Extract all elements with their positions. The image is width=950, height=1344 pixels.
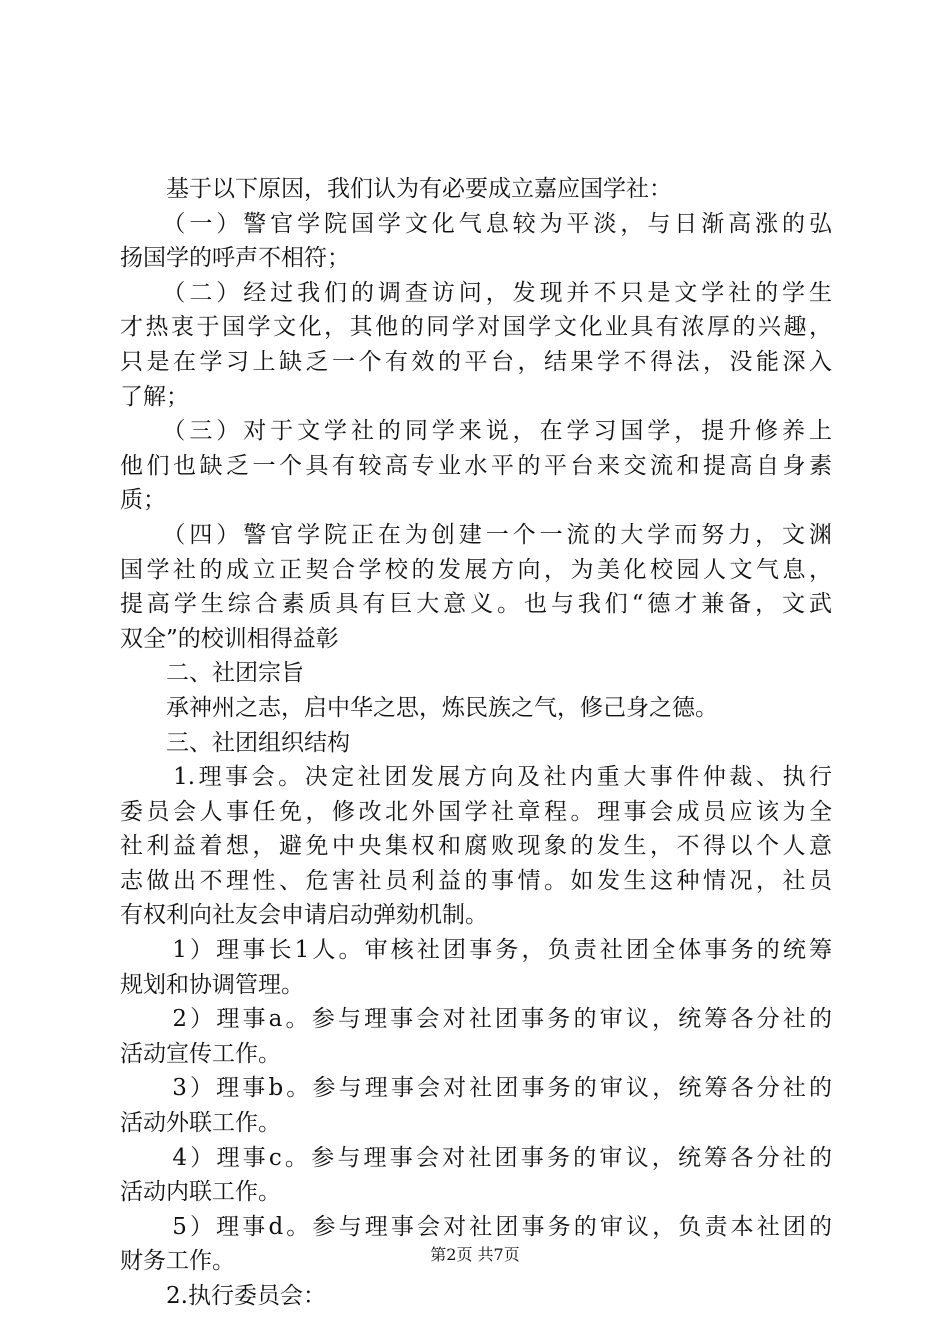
text-line: 二、社团宗旨 xyxy=(120,660,304,687)
text-line: 扬国学的呼声不相符； xyxy=(120,245,350,272)
text-line: 双全”的校训相得益彰 xyxy=(120,625,339,652)
text-line: 志做出不理性、危害社员利益的事情。如发生这种情况，社员 xyxy=(120,867,832,894)
text-line: 他们也缺乏一个具有较高专业水平的平台来交流和提高自身素 xyxy=(120,452,832,479)
text-line: 基于以下原因，我们认为有必要成立嘉应国学社： xyxy=(120,176,672,202)
body-text xyxy=(120,172,832,1314)
text-line: 规划和协调管理。 xyxy=(120,971,304,998)
text-line: （四）警官学院正在为创建一个一流的大学而努力，文渊 xyxy=(120,521,832,548)
text-line: （三）对于文学社的同学来说，在学习国学，提升修养上 xyxy=(120,418,832,445)
text-line: 只是在学习上缺乏一个有效的平台，结果学不得法，没能深入 xyxy=(120,348,832,375)
text-line: 5）理事d。参与理事会对社团事务的审议，负责本社团的 xyxy=(120,1213,832,1240)
text-line: 2）理事a。参与理事会对社团事务的审议，统筹各分社的 xyxy=(120,1006,832,1033)
text-line: 委员会人事任免，修改北外国学社章程。理事会成员应该为全 xyxy=(120,798,832,825)
text-line: 财务工作。 xyxy=(120,1248,235,1275)
text-line: （一）警官学院国学文化气息较为平淡，与日渐高涨的弘 xyxy=(120,210,832,237)
text-line: 质； xyxy=(120,487,166,514)
text-line: 活动宣传工作。 xyxy=(120,1040,281,1067)
text-line: 活动内联工作。 xyxy=(120,1179,281,1206)
page-footer: 第2页 共7页 xyxy=(430,1245,520,1264)
text-line: 社利益着想，避免中央集权和腐败现象的发生，不得以个人意 xyxy=(120,833,832,860)
text-line: 国学社的成立正契合学校的发展方向，为美化校园人文气息， xyxy=(120,556,832,583)
text-line: 提高学生综合素质具有巨大意义。也与我们“德才兼备，文武 xyxy=(120,591,832,618)
text-line: 才热衷于国学文化，其他的同学对国学文化业具有浓厚的兴趣， xyxy=(120,314,832,341)
text-line: 1.理事会。决定社团发展方向及社内重大事件仲裁、执行 xyxy=(120,764,832,791)
text-line: 有权利向社友会申请启动弹劾机制。 xyxy=(120,902,488,929)
text-line: 3）理事b。参与理事会对社团事务的审议，统筹各分社的 xyxy=(120,1075,832,1102)
text-line: （二）经过我们的调查访问，发现并不只是文学社的学生 xyxy=(120,279,832,306)
text-line: 承神州之志，启中华之思，炼民族之气，修己身之德。 xyxy=(120,694,718,721)
text-line: 4）理事c。参与理事会对社团事务的审议，统筹各分社的 xyxy=(120,1144,832,1171)
text-line: 1）理事长1人。审核社团事务，负责社团全体事务的统筹 xyxy=(120,937,832,964)
text-line: 三、社团组织结构 xyxy=(120,729,350,756)
text-line: 2.执行委员会： xyxy=(120,1283,326,1309)
text-line: 活动外联工作。 xyxy=(120,1110,281,1137)
text-line: 了解； xyxy=(120,383,189,410)
